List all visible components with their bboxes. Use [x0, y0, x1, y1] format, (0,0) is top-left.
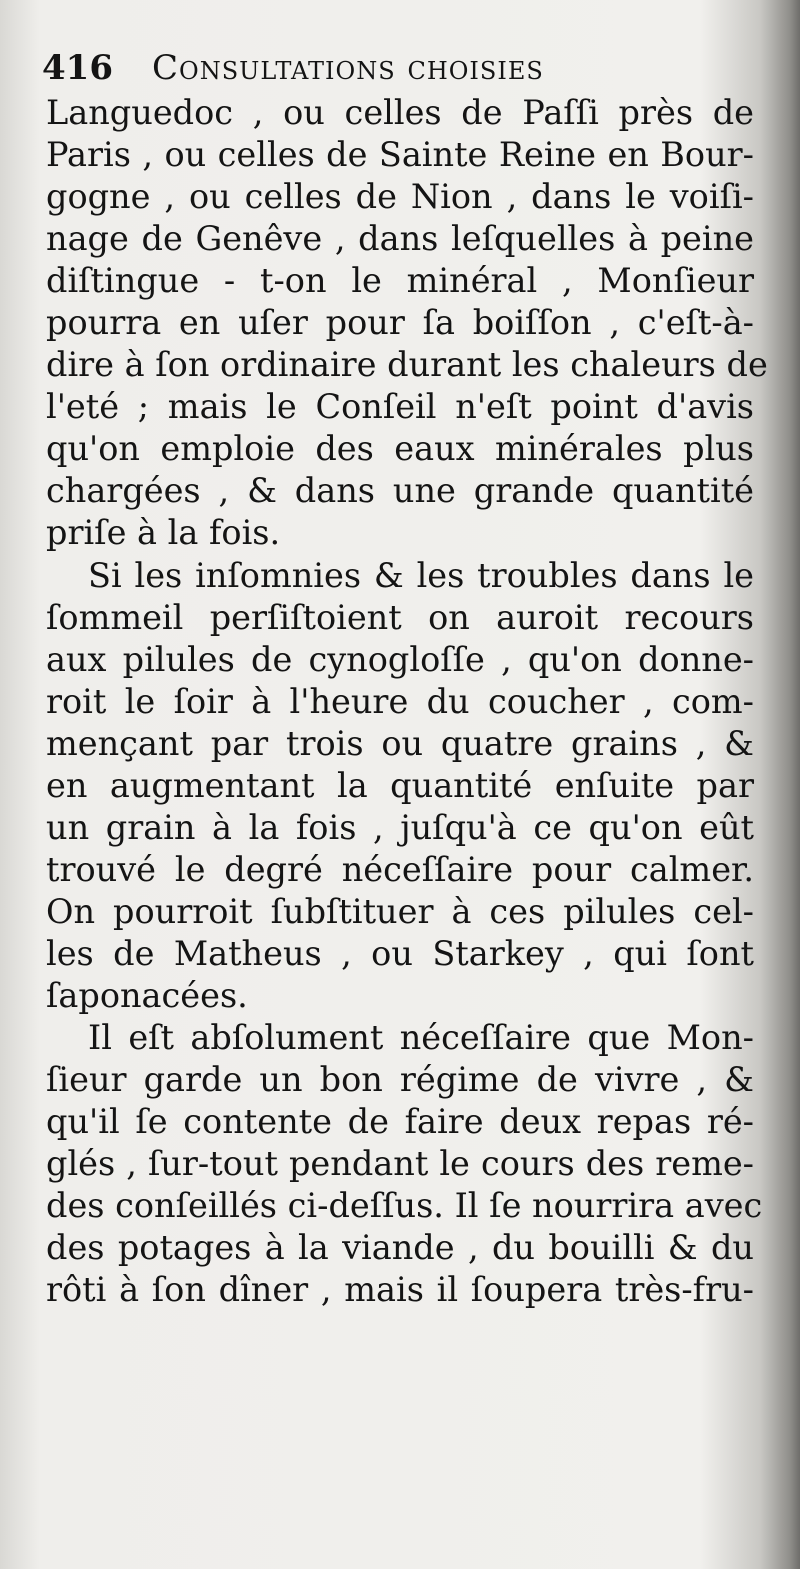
text-line: priſe à la fois. — [46, 513, 281, 553]
text-line: On pourroit ſubſtituer à ces pilules cel- — [46, 891, 754, 931]
text-line: glés , ſur-tout pendant le cours des reme- — [46, 1144, 754, 1184]
text-line: l'eté ; mais le Conſeil n'eſt point d'avis — [46, 387, 754, 427]
text-line: un grain à la fois , juſqu'à ce qu'on eût — [46, 807, 754, 847]
text-line: dire à ſon ordinaire durant les chaleurs de — [46, 345, 768, 385]
text-line: chargées , & dans une grande quantité — [46, 471, 754, 511]
running-head: Consultations choisies — [152, 48, 544, 88]
text-line: ſieur garde un bon régime de vivre , & — [46, 1060, 754, 1100]
text-line: les de Matheus , ou Starkey , qui ſont — [46, 933, 754, 973]
text-line: ſaponacées. — [46, 975, 248, 1015]
text-line: ſommeil perſiſtoient on auroit recours — [46, 597, 754, 637]
text-line: trouvé le degré néceſſaire pour calmer. — [46, 849, 754, 889]
text-line: nage de Genêve , dans leſquelles à peine — [46, 219, 754, 259]
text-line: aux pilules de cynogloſſe , qu'on donne- — [46, 639, 754, 679]
text-line: des conſeillés ci-deſſus. Il ſe nourrira avec — [46, 1186, 763, 1226]
text-line: Paris , ou celles de Sainte Reine en Bour- — [46, 135, 754, 175]
text-line: qu'il ſe contente de faire deux repas ré- — [46, 1102, 754, 1142]
text-line: des potages à la viande , du bouilli & du — [46, 1228, 754, 1268]
text-line: diſtingue - t-on le minéral , Monſieur — [46, 261, 754, 301]
page-header — [42, 40, 742, 96]
text-line: en augmentant la quantité enſuite par — [46, 765, 754, 805]
text-line: Si les inſomnies & les troubles dans le — [88, 555, 754, 595]
text-line: mençant par trois ou quatre grains , & — [46, 723, 754, 763]
text-line: pourra en uſer pour ſa boiſſon , c'eſt-à- — [46, 303, 754, 343]
text-line: rôti à ſon dîner , mais il ſoupera très-fru- — [46, 1270, 754, 1310]
page-body — [46, 92, 768, 1311]
text-line: qu'on emploie des eaux minérales plus — [46, 429, 754, 469]
text-line: Languedoc , ou celles de Paſſi près de — [46, 93, 754, 132]
page-number: 416 — [42, 48, 113, 88]
text-line: gogne , ou celles de Nion , dans le voiſi- — [46, 177, 754, 217]
text-line: roit le ſoir à l'heure du coucher , com- — [46, 681, 754, 721]
text-line: Il eſt abſolument néceſſaire que Mon- — [88, 1018, 754, 1058]
